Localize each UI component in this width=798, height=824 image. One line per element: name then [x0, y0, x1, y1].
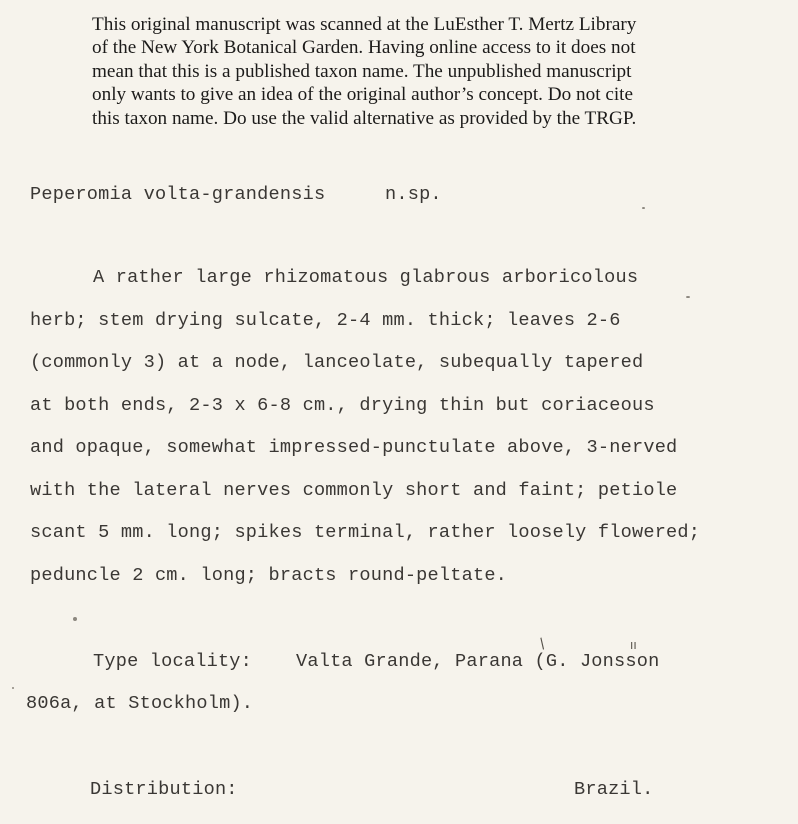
description-line: A rather large rhizomatous glabrous arboricolous — [93, 267, 639, 288]
species-status: n.sp. — [385, 184, 442, 205]
paper-speck — [73, 617, 77, 621]
type-locality-continued: 806a, at Stockholm). — [26, 693, 254, 714]
paper-speck — [12, 687, 14, 689]
type-locality-value: Valta Grande, Parana (G. Jonsson — [296, 651, 660, 672]
accent-mark: / — [536, 635, 549, 653]
type-locality-label: Type locality: — [93, 651, 253, 672]
notice-line: of the New York Botanical Garden. Having online access to it does not — [92, 37, 636, 59]
description-line: scant 5 mm. long; spikes terminal, rather loosely flowered; — [30, 522, 701, 543]
notice-line: only wants to give an idea of the original author’s concept. Do not cite — [92, 84, 634, 106]
notice-line: This original manuscript was scanned at the LuEsther T. Mertz Library — [92, 14, 637, 35]
distribution-value: Brazil. — [574, 779, 654, 800]
description-line: with the lateral nerves commonly short and faint; petiole — [30, 480, 678, 501]
description-line: peduncle 2 cm. long; bracts round-peltate. — [30, 565, 508, 586]
paper-speck — [642, 207, 645, 209]
notice-line: this taxon name. Do use the valid alternative as provided by the TRGP. — [92, 107, 637, 129]
description-line: herb; stem drying sulcate, 2-4 mm. thick; leaves 2-6 — [30, 310, 621, 331]
description-line: (commonly 3) at a node, lanceolate, subequally tapered — [30, 352, 644, 373]
species-name: Peperomia volta-grandensis — [30, 184, 326, 205]
paper-speck — [686, 296, 690, 298]
description-line: and opaque, somewhat impressed-punctulate above, 3-nerved — [30, 437, 678, 458]
notice-line: mean that this is a published taxon name. The unpublished manuscript — [92, 60, 632, 82]
description-line: at both ends, 2-3 x 6-8 cm., drying thin but coriaceous — [30, 395, 655, 416]
library-notice — [92, 13, 752, 130]
umlaut-mark: ıı — [630, 638, 637, 652]
distribution-label: Distribution: — [90, 779, 238, 800]
